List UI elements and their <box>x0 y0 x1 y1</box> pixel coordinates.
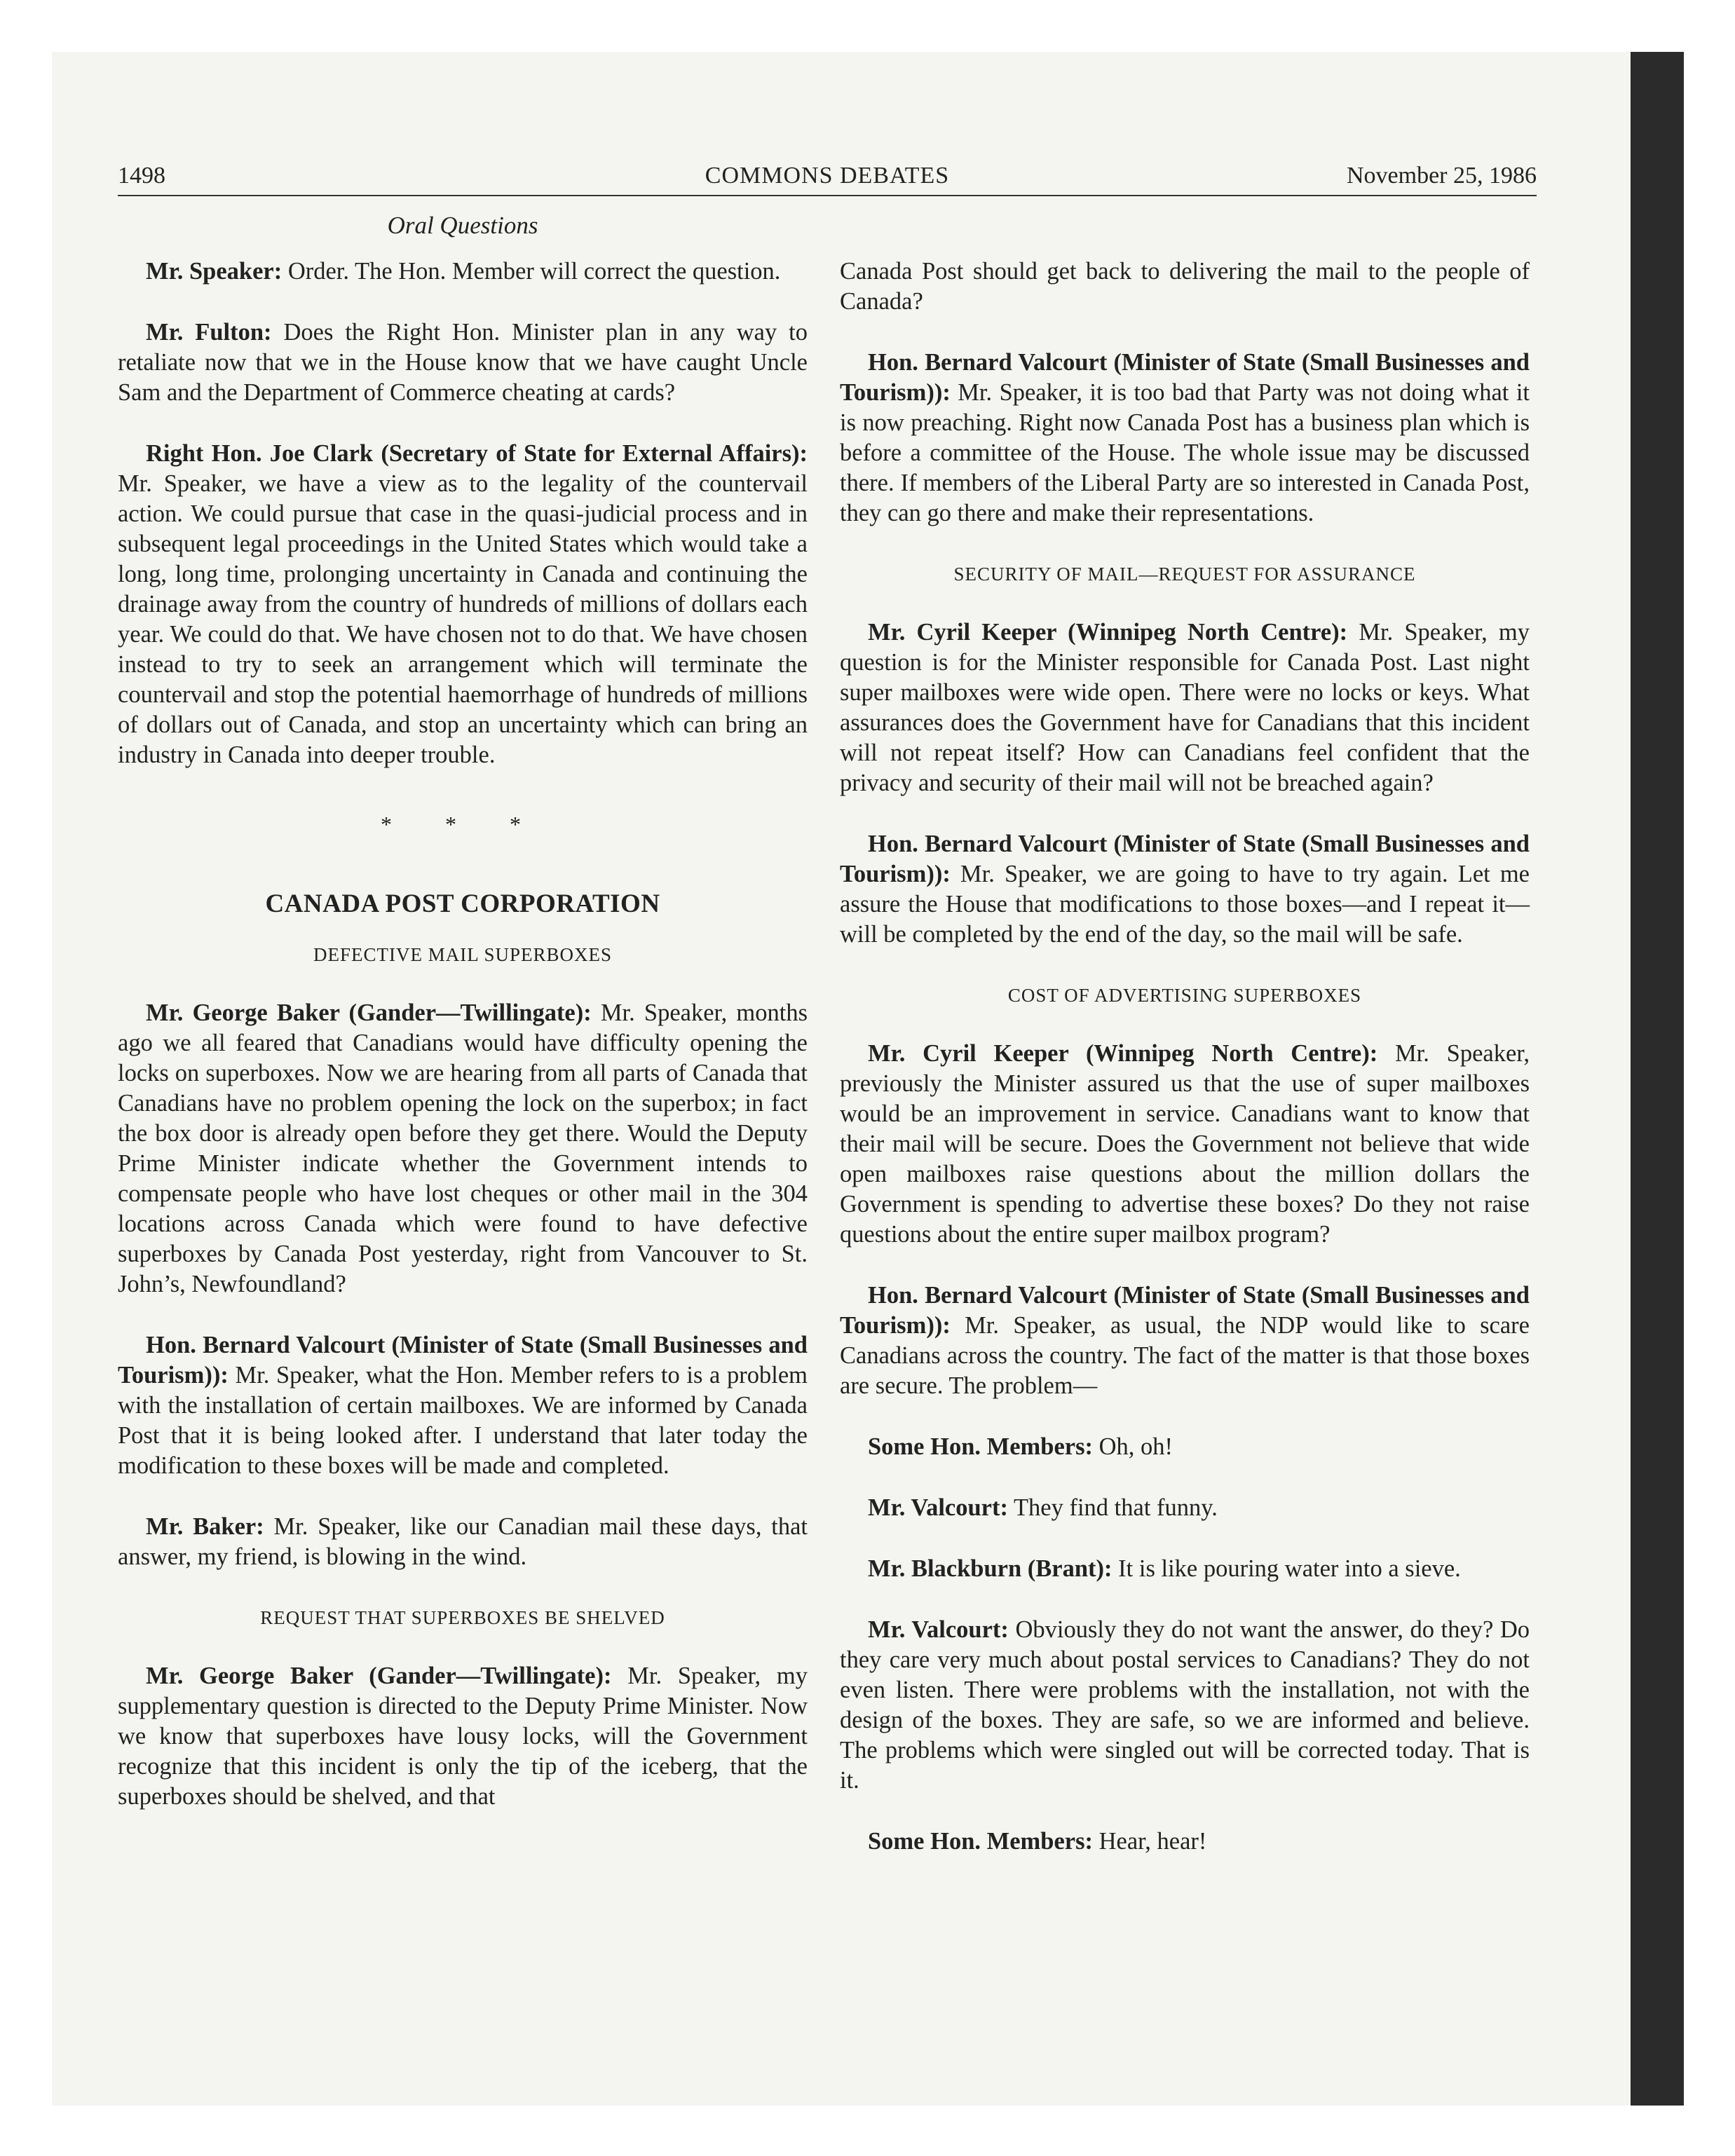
speech-text: It is like pouring water into a sieve. <box>1112 1555 1461 1582</box>
paragraph <box>840 1493 1530 1523</box>
speech-text: Mr. Speaker, we are going to have to try again. Let me assure the House that modifications to those boxes—and I repeat it—will be completed by the end of the day, so the mail will be safe. <box>840 861 1530 948</box>
speaker-name: Right Hon. Joe Clark (Secretary of State for External Affairs): <box>146 440 808 467</box>
left-column <box>118 257 808 1843</box>
sub-heading: REQUEST THAT SUPERBOXES BE SHELVED <box>260 1607 665 1628</box>
speech-text: Mr. Speaker, my supplementary question is directed to the Deputy Prime Minister. Now we know that superboxes have lousy locks, will the Government recognize that this incident is only the tip of the iceberg, that the superboxes should be shelved, and that <box>118 1663 808 1810</box>
speaker-name: Mr. Baker: <box>146 1513 264 1540</box>
paragraph <box>840 1615 1530 1796</box>
speaker-name: Mr. George Baker (Gander—Twillingate): <box>146 999 592 1026</box>
speaker-name: Some Hon. Members: <box>868 1433 1093 1460</box>
speaker-name: Hon. Bernard Valcourt (Minister of State (Small Businesses and Tourism)): <box>840 831 1530 887</box>
speech-text: They find that funny. <box>1007 1494 1218 1521</box>
speech-text: Oh, oh! <box>1092 1433 1173 1460</box>
paragraph <box>118 1330 808 1481</box>
paragraph <box>118 439 808 770</box>
speaker-name: Mr. Cyril Keeper (Winnipeg North Centre): <box>868 619 1348 646</box>
speaker-name: Hon. Bernard Valcourt (Minister of State (Small Businesses and Tourism)): <box>840 1282 1530 1339</box>
sub-heading: COST OF ADVERTISING SUPERBOXES <box>1007 985 1362 1006</box>
speaker-name: Some Hon. Members: <box>868 1828 1093 1855</box>
speaker-name: Mr. George Baker (Gander—Twillingate): <box>146 1663 612 1689</box>
section-label: Oral Questions <box>387 212 538 239</box>
paragraph <box>840 829 1530 950</box>
paragraph <box>840 348 1530 528</box>
paragraph <box>840 1281 1530 1401</box>
speaker-name: Mr. Valcourt: <box>868 1616 1009 1643</box>
publication-date: November 25, 1986 <box>1346 163 1537 189</box>
paragraph <box>840 618 1530 798</box>
speech-text: Does the Right Hon. Minister plan in any way to retaliate now that we in the House know that we have caught Uncle Sam and the Department of Commerce cheating at cards? <box>118 319 808 406</box>
paragraph <box>118 257 808 287</box>
page-header <box>118 163 1537 196</box>
right-column <box>840 257 1530 1888</box>
sub-heading: DEFECTIVE MAIL SUPERBOXES <box>313 944 613 965</box>
main-heading: CANADA POST CORPORATION <box>265 889 660 918</box>
speaker-name: Mr. Cyril Keeper (Winnipeg North Centre): <box>868 1040 1378 1067</box>
speech-text: Mr. Speaker, we have a view as to the legality of the countervail action. We could pursue that case in the quasi-judicial process and in subsequent legal proceedings in the United States which would take a long, long time, prolonging uncertainty in Canada and continuing the drainage away from the country of hundreds of millions of dollars each year. We could do that. We have chosen not to do that. We have chosen instead to try to seek an arrangement which will terminate the countervail and stop the potential haemorrhage of hundreds of millions of dollars out of Canada, and stop an uncertainty which can bring an industry in Canada into deeper trouble. <box>118 470 808 768</box>
speech-text: Mr. Speaker, what the Hon. Member refers to is a problem with the installation of certain mailboxes. We are informed by Canada Post that it is being looked after. I understand that later today the modification to these boxes will be made and completed. <box>118 1362 808 1479</box>
paragraph <box>840 1554 1530 1584</box>
sub-heading: SECURITY OF MAIL—REQUEST FOR ASSURANCE <box>953 564 1416 585</box>
speech-text: Mr. Speaker, as usual, the NDP would like to scare Canadians across the country. The fact of the matter is that those boxes are secure. The problem— <box>840 1312 1530 1399</box>
speaker-name: Mr. Speaker: <box>146 258 283 285</box>
speech-text: Mr. Speaker, my question is for the Minister responsible for Canada Post. Last night super mailboxes were wide open. There were no locks or keys. What assurances does the Government have for Canadians that this incident will not repeat itself? How can Canadians feel confident that the privacy and security of their mail will not be breached again? <box>840 619 1530 796</box>
paragraph <box>118 318 808 408</box>
speech-text: Mr. Speaker, previously the Minister assured us that the use of super mailboxes would be an improvement in service. Canadians want to know that their mail will be secure. Does the Government not believe that wide open mailboxes raise questions about the million dollars the Government is spending to advertise these boxes? Do they not raise questions about the entire super mailbox program? <box>840 1040 1530 1248</box>
binding-edge <box>1631 52 1684 2106</box>
paragraph <box>840 1432 1530 1462</box>
speaker-name: Hon. Bernard Valcourt (Minister of State (Small Businesses and Tourism)): <box>118 1332 808 1389</box>
page-number: 1498 <box>118 163 165 189</box>
paragraph <box>118 998 808 1299</box>
paragraph <box>118 1512 808 1572</box>
speech-text: Mr. Speaker, it is too bad that Party was not doing what it is now preaching. Right now Canada Post has a business plan which is before a committee of the House. The whole issue may be discussed there. If members of the Liberal Party are so interested in Canada Post, they can go there and make their representations. <box>840 379 1530 526</box>
publication-title: COMMONS DEBATES <box>705 163 950 189</box>
speech-text: Order. The Hon. Member will correct the question. <box>282 258 781 285</box>
speech-text: Hear, hear! <box>1092 1828 1207 1855</box>
paragraph-continuation: Canada Post should get back to delivering the mail to the people of Canada? <box>840 258 1530 315</box>
paragraph <box>118 1661 808 1812</box>
paragraph <box>840 1039 1530 1250</box>
speaker-name: Mr. Fulton: <box>146 319 272 346</box>
speaker-name: Hon. Bernard Valcourt (Minister of State (Small Businesses and Tourism)): <box>840 349 1530 406</box>
speaker-name: Mr. Valcourt: <box>868 1494 1008 1521</box>
section-separator: * * * <box>381 812 545 837</box>
speech-text: Mr. Speaker, like our Canadian mail these days, that answer, my friend, is blowing in the wind. <box>118 1513 808 1570</box>
speaker-name: Mr. Blackburn (Brant): <box>868 1555 1113 1582</box>
speech-text: Mr. Speaker, months ago we all feared that Canadians would have difficulty opening the locks on superboxes. Now we are hearing from all parts of Canada that Canadians have no problem opening the lock on the superbox; in fact the box door is already open before they get there. Would the Deputy Prime Minister indicate whether the Government intends to compensate people who have lost cheques or other mail in the 304 locations across Canada which were found to have defective superboxes by Canada Post yesterday, right from Vancouver to St. John’s, Newfoundland? <box>118 999 808 1297</box>
speech-text: Obviously they do not want the answer, do they? Do they care very much about postal services to Canadians? They do not even listen. There were problems with the installation, not with the design of the boxes. They are safe, so we are informed and believe. The problems which were singled out will be corrected today. That is it. <box>840 1616 1530 1794</box>
paragraph <box>840 1827 1530 1857</box>
